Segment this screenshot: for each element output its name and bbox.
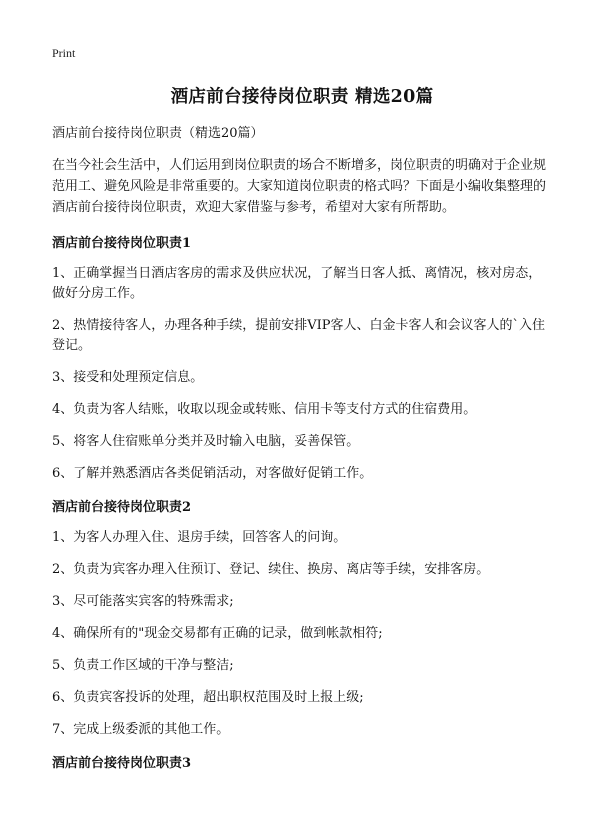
page-title: 酒店前台接待岗位职责 精选20篇 xyxy=(170,87,434,107)
section-3 xyxy=(52,752,552,771)
list-item: 3、尽可能落实宾客的特殊需求; xyxy=(52,594,234,609)
list-item: 1、正确掌握当日酒店客房的需求及供应状况，了解当日客人抵、离情况，核对房态，做好分房工作。 xyxy=(52,266,542,301)
list-item: 3、接受和处理预定信息。 xyxy=(52,370,204,385)
list-item: 1、为客人办理入住、退房手续，回答客人的问询。 xyxy=(52,530,347,545)
list-item: 4、确保所有的"现金交易都有正确的记录，做到帐款相符; xyxy=(52,626,383,641)
section-heading: 酒店前台接待岗位职责1 xyxy=(52,236,192,251)
list-item: 5、将客人住宿账单分类并及时输入电脑，妥善保管。 xyxy=(52,434,360,449)
section-heading: 酒店前台接待岗位职责3 xyxy=(52,756,192,771)
list-item: 6、负责宾客投诉的处理，超出职权范围及时上报上级; xyxy=(52,690,364,705)
list-item: 2、负责为宾客办理入住预订、登记、续住、换房、离店等手续，安排客房。 xyxy=(52,562,490,577)
list-item: 7、完成上级委派的其他工作。 xyxy=(52,722,230,737)
section-heading: 酒店前台接待岗位职责2 xyxy=(52,500,192,515)
document-page xyxy=(52,46,552,784)
section-2 xyxy=(52,496,552,740)
list-item: 4、负责为客人结账，收取以现金或转账、信用卡等支付方式的住宿费用。 xyxy=(52,402,477,417)
list-item: 6、了解并熟悉酒店各类促销活动，对客做好促销工作。 xyxy=(52,466,373,481)
list-item: 2、热情接待客人，办理各种手续，提前安排VIP客人、白金卡客人和会议客人的`入住登记。 xyxy=(52,318,546,353)
section-1 xyxy=(52,232,552,484)
print-label[interactable]: Print xyxy=(52,46,76,60)
intro-paragraph: 在当今社会生活中，人们运用到岗位职责的场合不断增多，岗位职责的明确对于企业规范用工、避免风险是非常重要的。大家知道岗位职责的格式吗？下面是小编收集整理的酒店前台接待岗位职责，欢迎大家借鉴与参考，希望对大家有所帮助。 xyxy=(52,158,547,215)
document-subtitle: 酒店前台接待岗位职责（精选20篇） xyxy=(52,126,264,141)
list-item: 5、负责工作区域的干净与整洁; xyxy=(52,658,234,673)
